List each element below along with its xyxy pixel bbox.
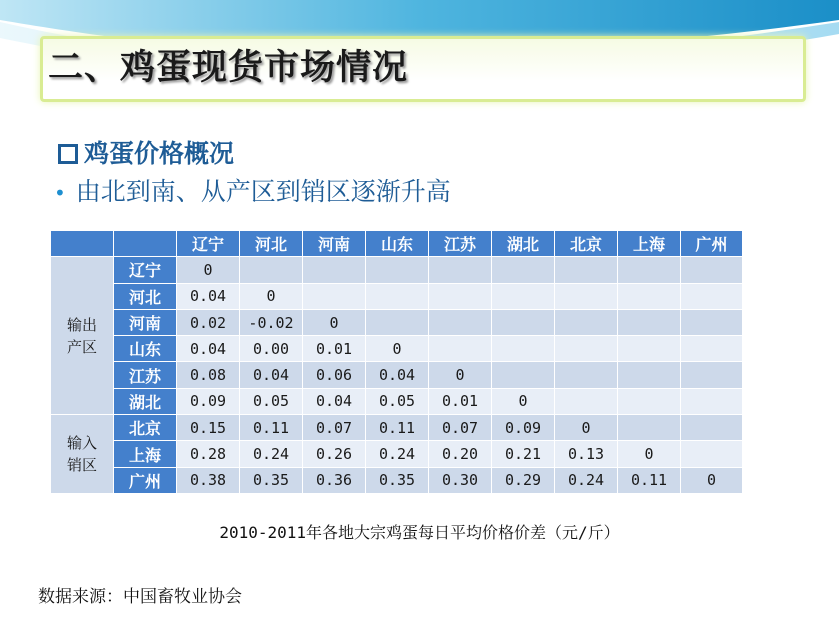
bullet-point-text: 由北到南、从产区到销区逐渐升高	[75, 177, 451, 206]
value-cell	[555, 309, 618, 335]
value-cell: 0.20	[429, 441, 492, 467]
value-cell: 0.04	[177, 336, 240, 362]
value-cell	[618, 283, 681, 309]
value-cell: 0.02	[177, 309, 240, 335]
bullet-heading	[58, 138, 234, 170]
value-cell	[681, 283, 743, 309]
value-cell: 0.04	[366, 362, 429, 388]
value-cell	[303, 283, 366, 309]
value-cell: 0.05	[240, 388, 303, 414]
value-cell: 0	[177, 257, 240, 283]
value-cell: 0.04	[240, 362, 303, 388]
column-header: 江苏	[429, 231, 492, 257]
value-cell: 0	[618, 441, 681, 467]
value-cell: 0.13	[555, 441, 618, 467]
bullet-heading-text: 鸡蛋价格概况	[84, 139, 235, 168]
column-header: 河南	[303, 231, 366, 257]
value-cell	[618, 362, 681, 388]
row-header: 河南	[114, 309, 177, 335]
value-cell: 0.11	[618, 467, 681, 493]
value-cell: 0.09	[492, 415, 555, 441]
value-cell	[618, 336, 681, 362]
value-cell	[555, 388, 618, 414]
value-cell: 0.11	[240, 415, 303, 441]
value-cell: 0.04	[303, 388, 366, 414]
row-header: 河北	[114, 283, 177, 309]
value-cell: 0	[492, 388, 555, 414]
value-cell	[366, 257, 429, 283]
column-header: 北京	[555, 231, 618, 257]
value-cell: 0.24	[555, 467, 618, 493]
column-header: 广州	[681, 231, 743, 257]
value-cell: 0.04	[177, 283, 240, 309]
value-cell	[681, 388, 743, 414]
group-label: 输入 销区	[51, 415, 114, 494]
column-header: 山东	[366, 231, 429, 257]
value-cell: 0.35	[240, 467, 303, 493]
value-cell: 0.01	[429, 388, 492, 414]
value-cell	[618, 257, 681, 283]
table-row	[51, 388, 743, 414]
value-cell: 0.38	[177, 467, 240, 493]
column-header: 湖北	[492, 231, 555, 257]
value-cell: -0.02	[240, 309, 303, 335]
value-cell	[555, 362, 618, 388]
dot-bullet-icon: •	[54, 181, 66, 205]
bullet-point	[54, 174, 451, 210]
value-cell	[555, 257, 618, 283]
column-header: 河北	[240, 231, 303, 257]
header-blank-cell	[114, 231, 177, 257]
value-cell: 0.07	[303, 415, 366, 441]
value-cell: 0.08	[177, 362, 240, 388]
table-caption: 2010-2011年各地大宗鸡蛋每日平均价格价差（元/斤）	[219, 523, 620, 542]
value-cell: 0	[681, 467, 743, 493]
value-cell	[555, 283, 618, 309]
row-header: 辽宁	[114, 257, 177, 283]
value-cell	[618, 415, 681, 441]
value-cell	[681, 415, 743, 441]
row-header: 江苏	[114, 362, 177, 388]
table-row	[51, 441, 743, 467]
value-cell	[618, 309, 681, 335]
data-source: 数据来源：中国畜牧业协会	[38, 587, 242, 607]
value-cell	[555, 336, 618, 362]
value-cell: 0.15	[177, 415, 240, 441]
value-cell: 0.05	[366, 388, 429, 414]
table-header-row	[51, 231, 743, 257]
header-blank-cell	[51, 231, 114, 257]
value-cell	[681, 336, 743, 362]
row-header: 上海	[114, 441, 177, 467]
value-cell	[492, 283, 555, 309]
row-header: 北京	[114, 415, 177, 441]
value-cell	[492, 309, 555, 335]
value-cell: 0.11	[366, 415, 429, 441]
value-cell: 0.29	[492, 467, 555, 493]
value-cell	[366, 309, 429, 335]
table-row	[51, 309, 743, 335]
value-cell	[681, 309, 743, 335]
value-cell	[618, 388, 681, 414]
value-cell: 0.09	[177, 388, 240, 414]
value-cell	[492, 362, 555, 388]
value-cell: 0.24	[240, 441, 303, 467]
group-label: 输出 产区	[51, 257, 114, 415]
value-cell	[303, 257, 366, 283]
column-header: 辽宁	[177, 231, 240, 257]
column-header: 上海	[618, 231, 681, 257]
value-cell	[366, 283, 429, 309]
value-cell	[429, 283, 492, 309]
row-header: 湖北	[114, 388, 177, 414]
value-cell	[429, 309, 492, 335]
table-row	[51, 415, 743, 441]
table-row	[51, 283, 743, 309]
value-cell: 0.30	[429, 467, 492, 493]
value-cell: 0.26	[303, 441, 366, 467]
value-cell	[681, 362, 743, 388]
value-cell: 0.24	[366, 441, 429, 467]
value-cell	[492, 257, 555, 283]
value-cell	[240, 257, 303, 283]
value-cell: 0.01	[303, 336, 366, 362]
table-row	[51, 467, 743, 493]
table-row	[51, 336, 743, 362]
value-cell: 0	[366, 336, 429, 362]
value-cell: 0.35	[366, 467, 429, 493]
square-bullet-icon	[58, 144, 78, 164]
value-cell: 0.21	[492, 441, 555, 467]
row-header: 山东	[114, 336, 177, 362]
row-header: 广州	[114, 467, 177, 493]
value-cell: 0	[303, 309, 366, 335]
value-cell: 0	[240, 283, 303, 309]
value-cell: 0.00	[240, 336, 303, 362]
value-cell	[681, 257, 743, 283]
value-cell: 0	[555, 415, 618, 441]
slide-title: 二、鸡蛋现货市场情况	[48, 48, 409, 88]
value-cell	[681, 441, 743, 467]
value-cell: 0	[429, 362, 492, 388]
value-cell: 0.07	[429, 415, 492, 441]
table-row	[51, 362, 743, 388]
value-cell	[492, 336, 555, 362]
value-cell: 0.36	[303, 467, 366, 493]
value-cell	[429, 257, 492, 283]
value-cell: 0.28	[177, 441, 240, 467]
price-difference-table	[50, 230, 743, 494]
value-cell: 0.06	[303, 362, 366, 388]
value-cell	[429, 336, 492, 362]
table-row	[51, 257, 743, 283]
